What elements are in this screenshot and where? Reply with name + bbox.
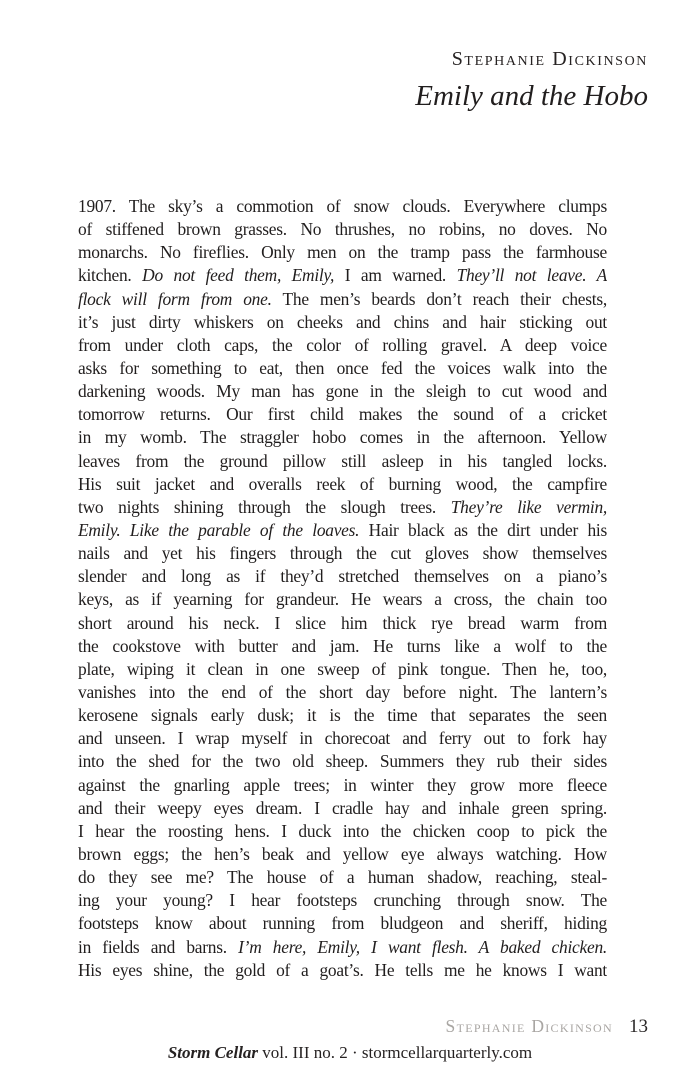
body-line: short around his neck. I slice him thick rye bread warm from (78, 612, 607, 633)
journal-issue-info: vol. III no. 2 · stormcellarquarterly.com (262, 1043, 533, 1062)
author-header: Stephanie Dickinson (451, 48, 648, 70)
journal-title: Storm Cellar (167, 1043, 259, 1062)
body-line: slender and long as if they’d stretched themselves on a piano’s (78, 566, 607, 587)
body-line: and unseen. I wrap myself in chorecoat and ferry out to fork hay (78, 728, 607, 749)
body-line: tomorrow returns. Our first child makes the sound of a cricket (78, 404, 607, 425)
body-line: footsteps know about running from bludgeon and sheriff, hiding (78, 913, 607, 934)
body-line: from under cloth caps, the color of rolling gravel. A deep voice (78, 334, 607, 355)
body-line: darkening woods. My man has gone in the sleigh to cut wood and (78, 381, 607, 402)
body-line: in fields and barns. I’m here, Emily, I want flesh. A baked chicken. (78, 936, 607, 957)
body-line: I hear the roosting hens. I duck into the chicken coop to pick the (78, 820, 607, 841)
body-line: it’s just dirty whiskers on cheeks and chins and hair sticking out (78, 311, 607, 332)
body-line: His eyes shine, the gold of a goat’s. He tells me he knows I want (78, 959, 607, 980)
body-line: ing your young? I hear footsteps crunching through snow. The (78, 890, 607, 911)
body-line: two nights shining through the slough trees. They’re like vermin, (78, 496, 607, 517)
page-number: 13 (629, 1016, 648, 1037)
body-line: into the shed for the two old sheep. Summers they rub their sides (78, 751, 607, 772)
body-line: of stiffened brown grasses. No thrushes, no robins, no doves. No (78, 219, 607, 240)
body-line: and their weepy eyes dream. I cradle hay and inhale green spring. (78, 797, 607, 818)
body-line: against the gnarling apple trees; in winter they grow more fleece (78, 774, 607, 795)
journal-imprint (0, 1043, 700, 1063)
body-line: asks for something to eat, then once fed the voices walk into the (78, 357, 607, 378)
body-line: in my womb. The straggler hobo comes in the afternoon. Yellow (78, 427, 607, 448)
body-line: brown eggs; the hen’s beak and yellow eye always watching. How (78, 843, 607, 864)
body-line: monarchs. No fireflies. Only men on the tramp pass the farmhouse (78, 242, 607, 263)
body-line: vanishes into the end of the short day before night. The lantern’s (78, 681, 607, 702)
body-line: Emily. Like the parable of the loaves. Hair black as the dirt under his (78, 519, 607, 540)
body-line: keys, as if yearning for grandeur. He wears a cross, the chain too (78, 589, 607, 610)
body-line: nails and yet his fingers through the cut gloves show themselves (78, 543, 607, 564)
story-title: Emily and the Hobo (415, 80, 648, 112)
running-author: Stephanie Dickinson (445, 1016, 613, 1036)
body-line: the cookstove with butter and jam. He turns like a wolf to the (78, 635, 607, 656)
body-line: plate, wiping it clean in one sweep of pink tongue. Then he, too, (78, 658, 607, 679)
page-header (415, 48, 648, 111)
story-body (78, 195, 607, 982)
body-line: do they see me? The house of a human shadow, reaching, steal- (78, 867, 607, 888)
body-line: leaves from the ground pillow still asleep in his tangled locks. (78, 450, 607, 471)
body-line: flock will form from one. The men’s beards don’t reach their chests, (78, 288, 607, 309)
body-line: kitchen. Do not feed them, Emily, I am warned. They’ll not leave. A (78, 265, 607, 286)
body-line: His suit jacket and overalls reek of burning wood, the campfire (78, 473, 607, 494)
body-line: 1907. The sky’s a commotion of snow clouds. Everywhere clumps (78, 196, 607, 216)
page-footer-running-head (446, 1016, 648, 1038)
body-line: kerosene signals early dusk; it is the time that separates the seen (78, 705, 607, 726)
